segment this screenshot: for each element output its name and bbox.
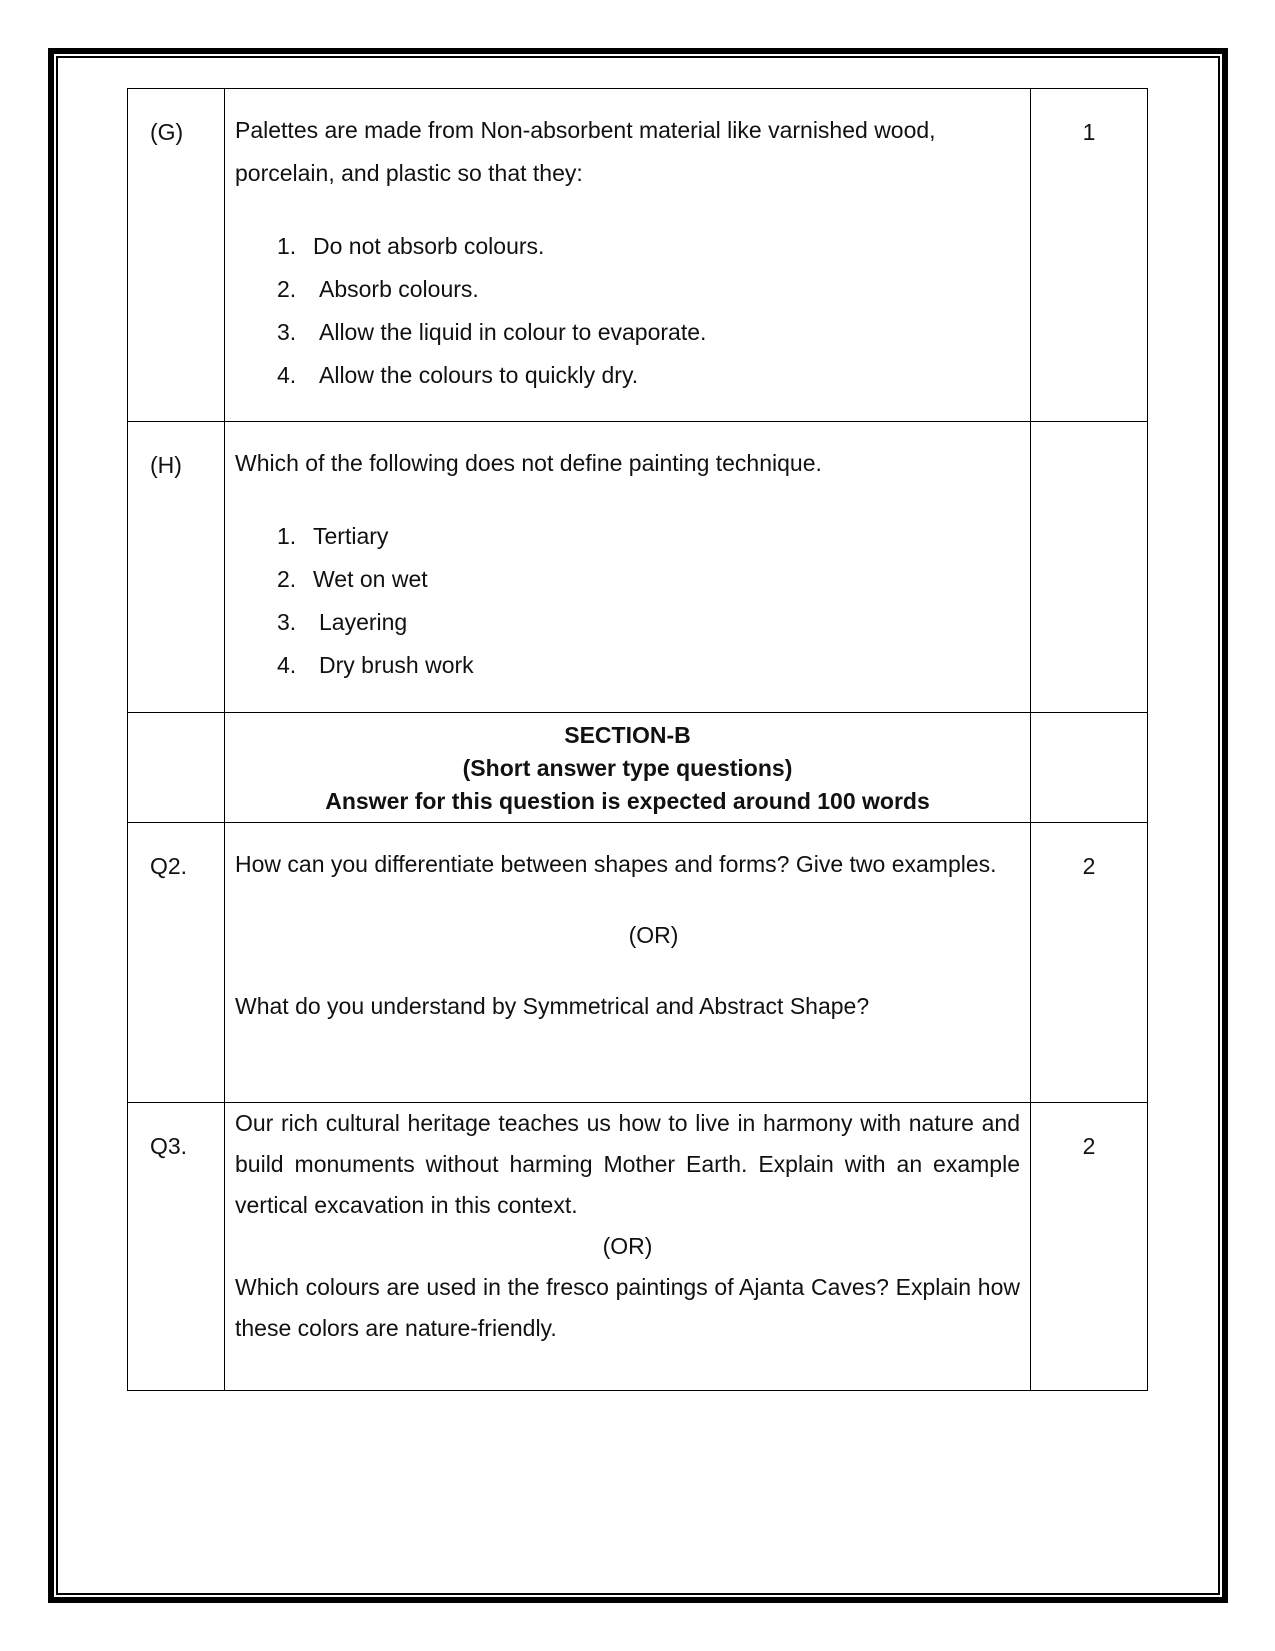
alternative-question: Which colours are used in the fresco paintings of Ajanta Caves? Explain how these colors are nature-friendly. (235, 1274, 1020, 1341)
option-item: 3. Allow the liquid in colour to evaporate. (277, 319, 707, 345)
question-text: Palettes are made from Non-absorbent material like varnished wood, porcelain, and plastic so that they: (235, 117, 936, 186)
question-number: Q2. (128, 823, 225, 1103)
marks: 1 (1031, 89, 1148, 422)
section-title: SECTION-B (564, 722, 691, 748)
or-separator: (OR) (602, 1233, 653, 1259)
question-cell (225, 823, 1031, 1103)
option-item: 4. Dry brush work (277, 652, 474, 678)
question-cell (225, 1103, 1031, 1391)
marks: 2 (1031, 1103, 1148, 1391)
option-item: 2. Wet on wet (277, 566, 428, 592)
option-item: 1. Tertiary (277, 523, 389, 549)
question-row-h (128, 422, 1148, 713)
section-header (225, 713, 1031, 823)
question-table (127, 88, 1148, 1391)
question-text: Which of the following does not define painting technique. (235, 450, 822, 476)
or-separator: (OR) (628, 922, 679, 948)
question-row-q2 (128, 823, 1148, 1103)
question-row-q3 (128, 1103, 1148, 1391)
option-item: 2. Absorb colours. (277, 276, 479, 302)
question-text: Our rich cultural heritage teaches us how to live in harmony with nature and build monuments without harming Mother Earth. Explain with an example vertical excavation in this context. (235, 1110, 1020, 1218)
option-item: 1. Do not absorb colours. (277, 233, 545, 259)
section-header-row (128, 713, 1148, 823)
option-item: 3. Layering (277, 609, 408, 635)
marks: 2 (1031, 823, 1148, 1103)
option-list (235, 515, 1020, 687)
question-number: (H) (128, 422, 225, 713)
question-cell (225, 89, 1031, 422)
alternative-question: What do you understand by Symmetrical and Abstract Shape? (235, 993, 870, 1019)
option-item: 4. Allow the colours to quickly dry. (277, 362, 639, 388)
question-number: Q3. (128, 1103, 225, 1391)
section-instruction: Answer for this question is expected around 100 words (325, 788, 930, 814)
question-text: How can you differentiate between shapes and forms? Give two examples. (235, 851, 997, 877)
question-number: (G) (128, 89, 225, 422)
question-cell (225, 422, 1031, 713)
section-subtitle: (Short answer type questions) (462, 755, 793, 781)
question-row-g (128, 89, 1148, 422)
option-list (235, 225, 1020, 397)
